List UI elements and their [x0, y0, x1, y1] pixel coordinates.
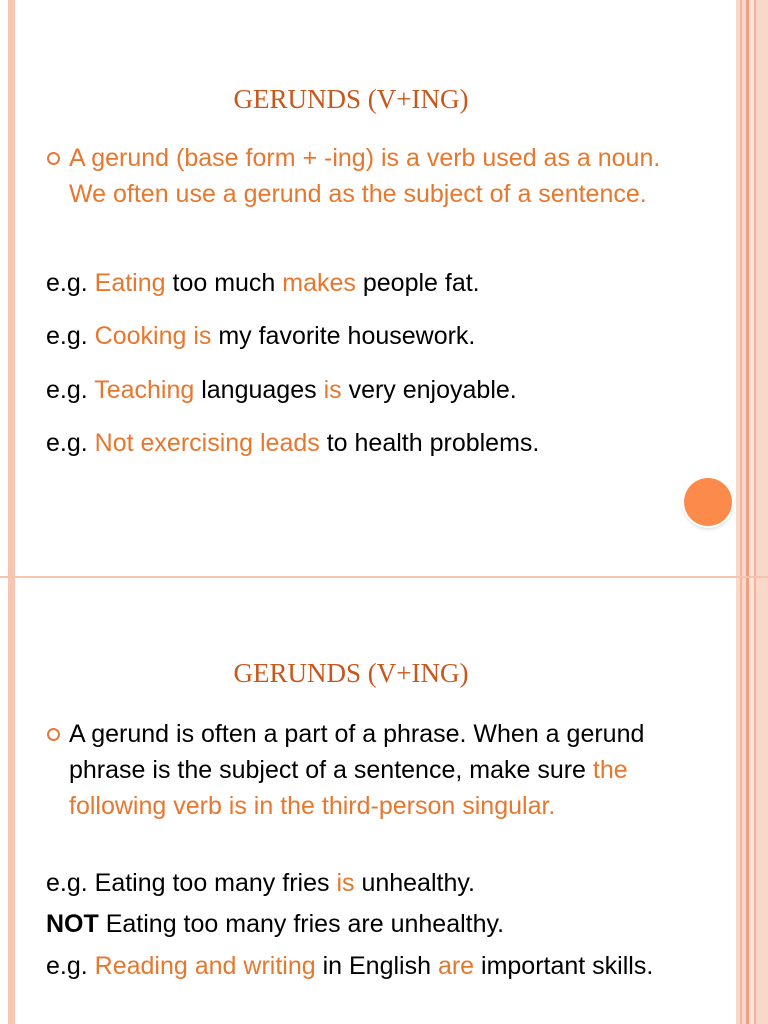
ring-bullet-icon — [47, 152, 60, 165]
example-rest: Eating too many fries are unhealthy. — [98, 910, 505, 938]
example-rest: my favorite housework. — [211, 322, 476, 350]
example-gerund: Cooking is — [94, 322, 212, 350]
example-4 — [46, 426, 696, 460]
example-3 — [46, 373, 696, 407]
example-5 — [46, 866, 696, 900]
example-verb: is — [336, 869, 355, 897]
bullet-text-highlight: the following verb is in the third-person singular. — [69, 756, 628, 820]
example-verb: are — [437, 952, 475, 980]
example-7 — [46, 949, 696, 983]
example-gerund: Eating — [94, 269, 166, 297]
example-prefix: e.g. — [46, 376, 95, 404]
example-2 — [46, 319, 696, 353]
example-1 — [46, 266, 696, 300]
ring-bullet-icon — [47, 728, 60, 741]
not-label: NOT — [46, 910, 99, 938]
example-gerund: Teaching — [94, 376, 195, 404]
slide-1-bullet-text: A gerund (base form + -ing) is a verb used as a noun. We often use a gerund as the subject of a sentence. — [69, 144, 661, 208]
left-border-bar — [8, 578, 15, 1024]
slide-1-title: GERUNDS (V+ING) — [233, 84, 469, 114]
example-prefix: e.g. — [46, 322, 95, 350]
slide-2-title: GERUNDS (V+ING) — [233, 658, 469, 688]
example-middle: too much — [165, 269, 283, 297]
bullet-text-start: A gerund is often a part of a phrase. When a gerund phrase is the subject of a sentence, make sure — [69, 720, 645, 784]
slide-2-bullet — [45, 716, 675, 824]
example-prefix: e.g. — [46, 429, 95, 457]
slide-1-bullet — [45, 140, 675, 212]
slide-2-bullet-text — [45, 716, 675, 824]
example-prefix: e.g. — [46, 269, 95, 297]
example-rest: to health problems. — [319, 429, 540, 457]
right-decorative-band — [736, 0, 768, 576]
example-prefix: e.g. Eating too many fries — [46, 869, 337, 897]
right-decorative-band — [736, 578, 768, 1024]
example-prefix: e.g. — [46, 952, 95, 980]
slide-2 — [0, 578, 768, 1024]
orange-circle-icon — [684, 478, 732, 526]
example-6 — [46, 907, 696, 941]
example-gerund: Reading and writing — [94, 952, 316, 980]
example-verb: makes — [282, 269, 356, 297]
example-verb: is — [323, 376, 342, 404]
example-rest: people fat. — [355, 269, 480, 297]
example-middle: languages — [194, 376, 324, 404]
example-gerund: Not exercising leads — [94, 429, 320, 457]
example-middle: in English — [315, 952, 438, 980]
example-rest: unhealthy. — [354, 869, 475, 897]
example-rest: important skills. — [474, 952, 654, 980]
example-rest: very enjoyable. — [341, 376, 517, 404]
